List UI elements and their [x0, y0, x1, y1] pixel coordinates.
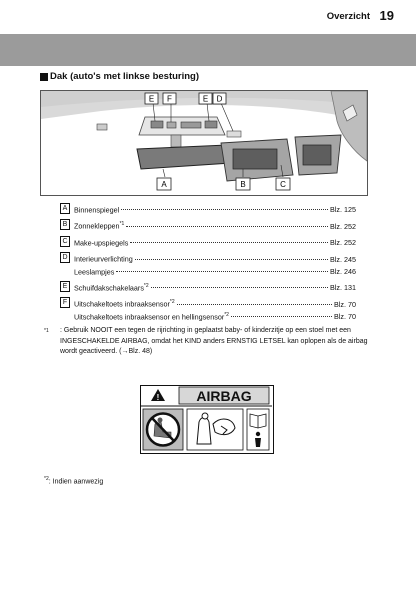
item-note: *2: [169, 299, 175, 306]
item-line: [74, 297, 356, 309]
footnote-text: : Indien aanwezig: [48, 478, 104, 486]
item-line: [74, 219, 356, 231]
airbag-deploy-icon: [187, 409, 243, 450]
no-child-seat-icon: [143, 409, 183, 450]
item-label: Binnenspiegel: [74, 205, 120, 215]
header-band: [0, 34, 416, 66]
callout-c: [276, 178, 290, 190]
console-lamp: [181, 122, 201, 128]
leader-d: [221, 103, 233, 131]
list-item: [60, 281, 356, 293]
svg-text:E: E: [202, 94, 209, 104]
list-item: [60, 252, 356, 277]
svg-text:A: A: [161, 180, 167, 189]
page-ref-link[interactable]: Blz. 245: [330, 254, 356, 264]
mirror-stem: [171, 135, 181, 147]
page-ref-link[interactable]: Blz. 70: [334, 299, 356, 309]
svg-text:E: E: [148, 94, 155, 104]
callout-a: [157, 178, 171, 190]
item-label: Schuifdakschakelaars: [74, 283, 144, 293]
svg-text:B: B: [240, 180, 246, 189]
dot-leader: [121, 209, 328, 210]
svg-text:!: !: [156, 393, 160, 402]
vanity-mirror-left: [233, 149, 277, 169]
item-line: [74, 265, 356, 277]
section-heading: [40, 71, 199, 82]
list-item: [60, 203, 356, 215]
item-note: *2: [143, 282, 149, 289]
footnote-text: : Gebruik NOOIT een tegen de rijrichting in geplaatst baby- of kinderzitje op een stoel met een INGESCHAKELDE AIRBAG, omdat het KIND anders ERNSTIG LETSEL kan oplopen als de airbag wordt geactiveerd. (→Blz. 48): [60, 327, 368, 355]
warning-triangle-icon: [151, 389, 165, 402]
item-badge: A: [60, 203, 70, 214]
page-header: [0, 0, 416, 30]
item-badge: B: [60, 219, 70, 230]
item-line: [74, 236, 356, 248]
item-badge: D: [60, 252, 70, 263]
interior-light: [227, 131, 241, 137]
page-number: 19: [379, 8, 394, 23]
svg-text:C: C: [280, 180, 286, 189]
component-list: [60, 203, 356, 326]
footnote-mark: *1: [44, 328, 49, 334]
item-label: Uitschakeltoets inbraaksensor en hellingsensor: [74, 312, 225, 322]
svg-text:F: F: [167, 94, 172, 104]
rearview-mirror: [137, 145, 231, 169]
sunroof-switch-right: [205, 121, 217, 128]
airbag-warning-label: [140, 385, 274, 454]
item-badge: C: [60, 236, 70, 247]
item-line: [74, 310, 356, 322]
page-ref-link[interactable]: Blz. 252: [330, 238, 356, 248]
item-line: [74, 203, 356, 215]
callout-b: [236, 178, 250, 190]
airbag-label-drawing: [141, 386, 272, 452]
roof-drawing: [41, 91, 367, 195]
item-line: [74, 281, 356, 293]
list-item: [60, 297, 356, 322]
item-note: *2: [224, 311, 229, 318]
item-note: *1: [119, 221, 125, 228]
roof-illustration: [40, 90, 368, 196]
page-ref-link[interactable]: Blz. 131: [330, 283, 356, 293]
item-label: Zonnekleppen: [74, 221, 120, 231]
callout-e2: [199, 93, 212, 104]
item-line: [74, 252, 356, 264]
section-title: Overzicht: [326, 11, 370, 22]
callout-e1: [145, 93, 158, 104]
section-heading-text: Dak (auto's met linkse besturing): [50, 71, 200, 82]
item-label: Leeslampjes: [74, 266, 115, 276]
dot-leader: [130, 242, 328, 243]
square-bullet-icon: [40, 73, 48, 81]
page-ref-link[interactable]: Blz. 246: [330, 266, 356, 276]
dot-leader: [177, 304, 332, 305]
dot-leader: [231, 316, 332, 317]
item-badge: E: [60, 281, 70, 292]
footnote-1: [44, 326, 374, 358]
item-badge: F: [60, 297, 70, 308]
dot-leader: [116, 271, 328, 272]
callout-d: [213, 93, 226, 104]
page-ref-link[interactable]: Blz. 70: [334, 312, 356, 322]
vanity-mirror-right: [303, 145, 331, 165]
sunroof-switch-left: [151, 121, 163, 128]
footnote-2: [44, 476, 103, 485]
page-ref-link[interactable]: Blz. 125: [330, 205, 356, 215]
leader-a: [163, 169, 165, 177]
rear-fixture: [97, 124, 107, 130]
page-ref-link[interactable]: Blz. 252: [330, 221, 356, 231]
dot-leader: [151, 287, 328, 288]
dot-leader: [135, 259, 328, 260]
footnote-mark: *2: [44, 476, 49, 482]
list-item: [60, 219, 356, 231]
sensor-switch: [167, 122, 176, 128]
item-label: Interieurverlichting: [74, 254, 133, 264]
list-item: [60, 236, 356, 248]
item-label: Make-upspiegels: [74, 238, 129, 248]
airbag-title: AIRBAG: [196, 388, 252, 404]
svg-text:D: D: [216, 94, 223, 104]
dot-leader: [126, 226, 328, 227]
callout-f: [163, 93, 176, 104]
read-manual-icon: [247, 409, 269, 450]
item-label: Uitschakeltoets inbraaksensor: [74, 299, 170, 309]
